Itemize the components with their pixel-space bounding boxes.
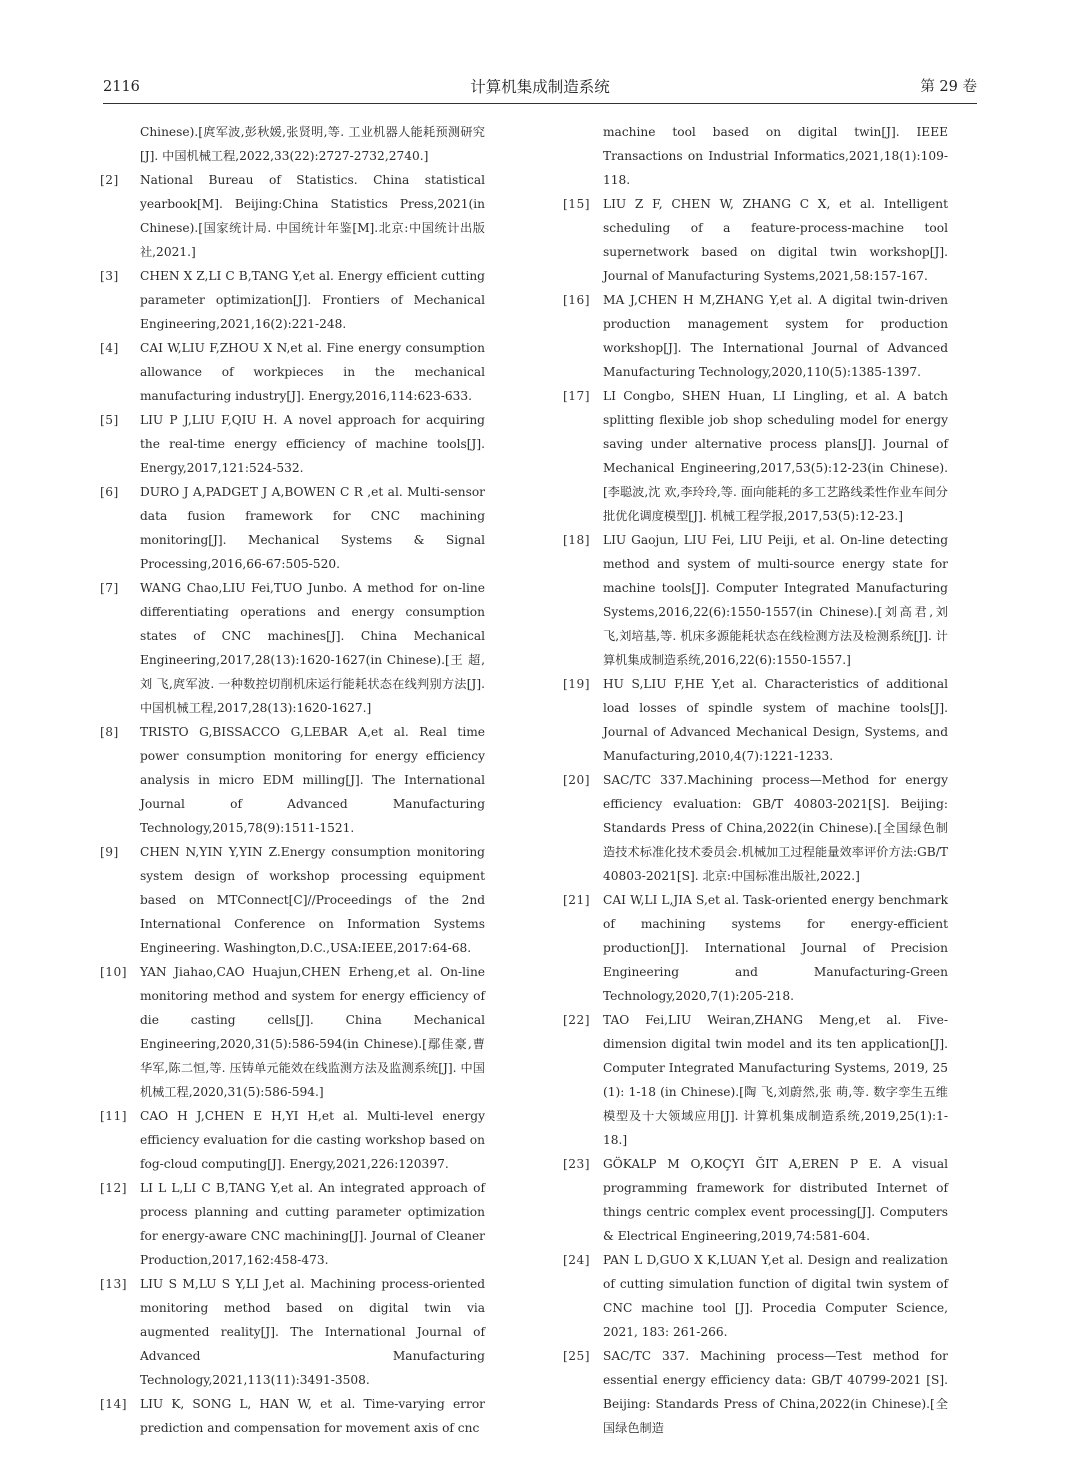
reference-text: LI Congbo, SHEN Huan, LI Lingling, et al. A batch splitting flexible job shop scheduling model for energy saving under alternative process plans[J]. Journal of Mechanical Engineering,2017,53(5):12-23(in Chinese).[李聪波,沈 欢,李玲玲,等. 面向能耗的多工艺路线柔性作业车间分批优化调度模型[J]. 机械工程学报,2017,53(5):12-23.]: [603, 389, 948, 523]
reference-entry: [100, 1176, 485, 1272]
reference-text: SAC/TC 337.Machining process—Method for energy efficiency evaluation: GB/T 40803-2021[S]. Beijing: Standards Press of China,2022(in Chinese).[全国绿色制造技术标准化技术委员会.机械加工过程能量效率评价方法:GB/T 40803-2021[S]. 北京:中国标准出版社,2022.]: [603, 773, 948, 883]
page-number: 2116: [103, 79, 140, 95]
reference-text: machine tool based on digital twin[J]. IEEE Transactions on Industrial Informatics,2021,18(1):109-118.: [603, 125, 948, 187]
reference-entry: [563, 192, 948, 288]
reference-text: LIU S M,LU S Y,LI J,et al. Machining process-oriented monitoring method based on digital twin via augmented reality[J]. The International Journal of Advanced Manufacturing Technology,2021,113(11):3491-3508.: [140, 1277, 485, 1387]
reference-number: [19]: [563, 677, 591, 691]
reference-text: GÖKALP M O,KOÇYI ĞIT A,EREN P E. A visual programming framework for distributed Internet of things centric complex event processing[J]. Computers & Electrical Engineering,2019,74:581-604.: [603, 1157, 948, 1243]
reference-entry: [563, 1248, 948, 1344]
reference-entry: [100, 480, 485, 576]
reference-number: [23]: [563, 1157, 591, 1171]
reference-text: LIU Gaojun, LIU Fei, LIU Peiji, et al. On-line detecting method and system of multi-source energy state for machine tools[J]. Computer Integrated Manufacturing Systems,2016,22(6):1550-1557(in Chinese).[刘高君,刘 飞,刘培基,等. 机床多源能耗状态在线检测方法及检测系统[J]. 计算机集成制造系统,2016,22(6):1550-1557.]: [603, 533, 948, 667]
reference-text: LIU K, SONG L, HAN W, et al. Time-varying error prediction and compensation for movement axis of cnc: [140, 1397, 485, 1435]
reference-entry: [563, 528, 948, 672]
reference-number: [13]: [100, 1277, 128, 1291]
reference-entry: [563, 888, 948, 1008]
reference-number: [5]: [100, 413, 119, 427]
reference-number: [25]: [563, 1349, 591, 1363]
reference-entry: [563, 1152, 948, 1248]
reference-text: YAN Jiahao,CAO Huajun,CHEN Erheng,et al. On-line monitoring method and system for energy efficiency of die casting cells[J]. China Mechanical Engineering,2020,31(5):586-594(in Chinese).[鄢佳豪,曹华军,陈二恒,等. 压铸单元能效在线监测方法及监测系统[J]. 中国机械工程,2020,31(5):586-594.]: [140, 965, 485, 1099]
running-header: [103, 74, 977, 104]
reference-entry: [563, 384, 948, 528]
reference-text: TRISTO G,BISSACCO G,LEBAR A,et al. Real time power consumption monitoring for energy efficiency analysis in micro EDM milling[J]. The International Journal of Advanced Manufacturing Technology,2015,78(9):1511-1521.: [140, 725, 485, 835]
reference-number: [6]: [100, 485, 119, 499]
reference-entry: [563, 672, 948, 768]
reference-number: [8]: [100, 725, 119, 739]
reference-number: [24]: [563, 1253, 591, 1267]
reference-text: SAC/TC 337. Machining process—Test method for essential energy efficiency data: GB/T 40799-2021 [S]. Beijing: Standards Press of China,2022(in Chinese).[全国绿色制造: [603, 1349, 948, 1435]
reference-text: CAI W,LIU F,ZHOU X N,et al. Fine energy consumption allowance of workpieces in the mechanical manufacturing industry[J]. Energy,2016,114:623-633.: [140, 341, 485, 403]
reference-number: [3]: [100, 269, 119, 283]
reference-entry: [100, 840, 485, 960]
reference-entry: [100, 168, 485, 264]
reference-text: LI L L,LI C B,TANG Y,et al. An integrated approach of process planning and cutting parameter optimization for energy-aware CNC machining[J]. Journal of Cleaner Production,2017,162:458-473.: [140, 1181, 485, 1267]
reference-number: [9]: [100, 845, 119, 859]
reference-text: HU S,LIU F,HE Y,et al. Characteristics of additional load losses of spindle system of machine tools[J]. Journal of Advanced Mechanical Design, Systems, and Manufacturing,2010,4(7):1221-1233.: [603, 677, 948, 763]
journal-title: 计算机集成制造系统: [470, 78, 610, 96]
reference-text: CHEN N,YIN Y,YIN Z.Energy consumption monitoring system design of workshop processing equipment based on MTConnect[C]//Proceedings of the 2nd International Conference on Information Systems Engineering. Washington,D.C.,USA:IEEE,2017:64-68.: [140, 845, 485, 955]
reference-text: National Bureau of Statistics. China statistical yearbook[M]. Beijing:China Statistics Press,2021(in Chinese).[国家统计局. 中国统计年鉴[M].北京:中国统计出版社,2021.]: [140, 173, 485, 259]
reference-continuation: [563, 120, 948, 192]
reference-number: [11]: [100, 1109, 128, 1123]
reference-number: [14]: [100, 1397, 128, 1411]
reference-number: [15]: [563, 197, 591, 211]
reference-number: [2]: [100, 173, 119, 187]
reference-number: [12]: [100, 1181, 128, 1195]
reference-text: LIU Z F, CHEN W, ZHANG C X, et al. Intelligent scheduling of a feature-process-machine tool supernetwork based on digital twin workshop[J]. Journal of Manufacturing Systems,2021,58:157-167.: [603, 197, 948, 283]
reference-text: Chinese).[庹军波,彭秋媛,张贤明,等. 工业机器人能耗预测研究[J]. 中国机械工程,2022,33(22):2727-2732,2740.]: [140, 125, 485, 163]
reference-entry: [100, 1272, 485, 1392]
right-column: [563, 120, 948, 1440]
header-rule: [103, 103, 977, 104]
reference-entry: [100, 408, 485, 480]
reference-entry: [563, 768, 948, 888]
reference-entry: [563, 1008, 948, 1152]
reference-number: [22]: [563, 1013, 591, 1027]
reference-entry: [100, 720, 485, 840]
reference-entry: [563, 1344, 948, 1440]
reference-text: CHEN X Z,LI C B,TANG Y,et al. Energy efficient cutting parameter optimization[J]. Frontiers of Mechanical Engineering,2021,16(2):221-248.: [140, 269, 485, 331]
reference-text: PAN L D,GUO X K,LUAN Y,et al. Design and realization of cutting simulation function of digital twin system of CNC machine tool [J]. Procedia Computer Science, 2021, 183: 261-266.: [603, 1253, 948, 1339]
reference-number: [21]: [563, 893, 591, 907]
reference-text: CAO H J,CHEN E H,YI H,et al. Multi-level energy efficiency evaluation for die casting workshop based on fog-cloud computing[J]. Energy,2021,226:120397.: [140, 1109, 485, 1171]
reference-number: [16]: [563, 293, 591, 307]
reference-number: [20]: [563, 773, 591, 787]
reference-continuation: [100, 120, 485, 168]
reference-number: [10]: [100, 965, 128, 979]
reference-text: WANG Chao,LIU Fei,TUO Junbo. A method for on-line differentiating operations and energy consumption states of CNC machines[J]. China Mechanical Engineering,2017,28(13):1620-1627(in Chinese).[王 超,刘 飞,庹军波. 一种数控切削机床运行能耗状态在线判别方法[J].中国机械工程,2017,28(13):1620-1627.]: [140, 581, 486, 715]
reference-number: [7]: [100, 581, 119, 595]
reference-entry: [100, 576, 485, 720]
reference-number: [17]: [563, 389, 591, 403]
reference-entry: [100, 1392, 485, 1440]
reference-text: CAI W,LI L,JIA S,et al. Task-oriented energy benchmark of machining systems for energy-efficient production[J]. International Journal of Precision Engineering and Manufacturing-Green Technology,2020,7(1):205-218.: [603, 893, 948, 1003]
reference-entry: [100, 960, 485, 1104]
reference-entry: [100, 264, 485, 336]
reference-entry: [563, 288, 948, 384]
reference-entry: [100, 336, 485, 408]
volume-label: 第 29 卷: [920, 79, 977, 95]
reference-number: [4]: [100, 341, 119, 355]
left-column: [100, 120, 485, 1440]
reference-text: LIU P J,LIU F,QIU H. A novel approach for acquiring the real-time energy efficiency of machine tools[J]. Energy,2017,121:524-532.: [140, 413, 485, 475]
reference-entry: [100, 1104, 485, 1176]
reference-number: [18]: [563, 533, 591, 547]
reference-text: DURO J A,PADGET J A,BOWEN C R ,et al. Multi-sensor data fusion framework for CNC machining monitoring[J]. Mechanical Systems & Signal Processing,2016,66-67:505-520.: [140, 485, 485, 571]
reference-text: MA J,CHEN H M,ZHANG Y,et al. A digital twin-driven production management system for production workshop[J]. The International Journal of Advanced Manufacturing Technology,2020,110(5):1385-1397.: [603, 293, 948, 379]
reference-text: TAO Fei,LIU Weiran,ZHANG Meng,et al. Five-dimension digital twin model and its ten application[J]. Computer Integrated Manufacturing Systems, 2019, 25 (1): 1-18 (in Chinese).[陶 飞,刘蔚然,张 萌,等. 数字孪生五维模型及十大领域应用[J]. 计算机集成制造系统,2019,25(1):1-18.]: [603, 1013, 948, 1147]
